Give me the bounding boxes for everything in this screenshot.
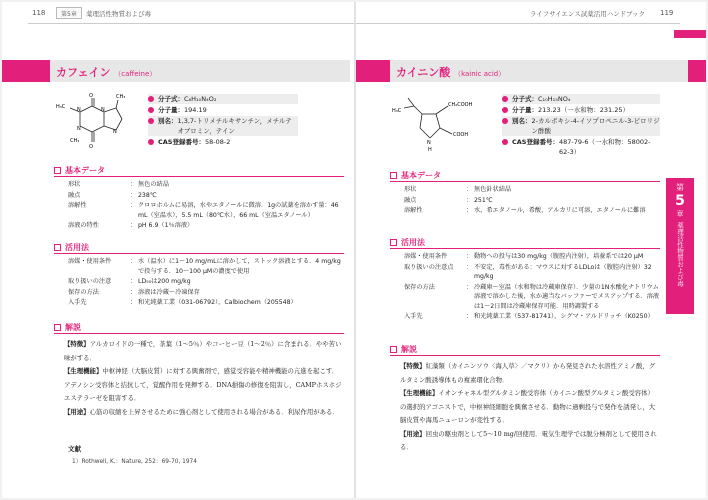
data-row: 取り扱いの注意点 ： 不安定，毒性がある：マウスに対するLDLoは（腹腔内注射）32 mg/kg [404,263,660,282]
struct-label: O [89,93,93,99]
header-rule [28,23,354,24]
struct-label: COOH [453,132,469,138]
checkbox-icon [390,172,397,179]
book-spread [2,2,706,498]
section-title: 解説 [65,323,81,332]
row-value: 無色針状結晶 [474,186,512,193]
property-row [148,94,298,104]
para-text: 紅藻類（カイニンソウ〈海人草〉／マクリ）から発見された水溶性アミノ酸，グルタミン酸誘導体もの複素環化合物． [400,362,656,384]
side-tab-number: 5 [675,193,685,209]
compound-properties [148,94,298,148]
row-value: 冷蔵庫〜室温（水和物は冷蔵庫保存）．少量の1N水酸化ナトリウム溶液で溶かした後，水か適当なバッファーでメスアップする．溶液は1〜2日間は冷蔵庫保存可能．用時調製する [474,283,660,310]
bullet-icon [148,139,154,145]
para-tag: 【特徴】 [400,362,426,370]
para-tag: 【生理機能】 [400,389,439,397]
row-value: 無色の結晶 [138,181,169,188]
row-label: 形状 [404,186,417,193]
checkbox-icon [390,346,397,353]
struct-label: N [101,107,105,113]
checkbox-icon [54,167,61,174]
property-row [148,137,298,147]
section-heading-explanation [54,322,81,333]
side-tab-text: 第 [676,183,684,192]
property-row [502,116,660,136]
bullet-icon [148,96,154,102]
data-row: 溶媒・使用条件 ： 水（温水）に1〜10 mg/mLに溶かして，ストック溶液とする．4 mg/kgで投与する．10〜100 μMの濃度で使用 [68,257,344,276]
compound-name-en: （kainic acid） [454,70,506,78]
row-value: 不安定，毒性がある：マウスに対するLDLoは（腹腔内注射）32 mg/kg [474,263,652,280]
paragraph [400,387,660,428]
para-text: イオンチャネル型グルタミン酸受容体（カイニン酸型グルタミン酸受容体）の選択的アゴニストで，中枢神経細胞を興奮させる．動物に過剰投与で発作を誘発し，大脳皮質や海馬ニューロンが変性する． [400,389,656,424]
section-title: 活用法 [65,243,89,252]
references-heading: 文献 [68,445,81,453]
section-title: 活用法 [401,238,425,247]
data-row: 形状 ： 無色の結晶 [68,180,344,190]
para-tag: 【特徴】 [64,340,90,348]
row-label: 溶解性 [68,202,87,209]
row-value: LD₅₀は200 mg/kg [138,278,191,285]
bullet-icon [502,139,508,145]
title-accent-tab [2,60,50,82]
kainic-acid-structure [392,94,492,158]
row-value: 溶液は冷蔵〜冷凍保存 [138,288,200,296]
para-tag: 【用途】 [64,407,90,416]
header-rule [356,23,680,24]
property-key: CAS登録番号： [158,138,205,146]
chapter-title: 薬理活性物質および毒 [86,10,151,18]
struct-label: CH₃ [70,138,80,144]
struct-label: H₃C [392,108,402,114]
row-label: 融点 [404,196,417,204]
struct-label: H [428,147,432,153]
section-rule [54,253,344,254]
para-text: 回虫の駆虫剤として5〜10 mg/回使用．電気生理学では脱分極剤として使用される． [400,429,657,451]
bullet-icon [502,107,508,113]
checkbox-icon [54,244,61,251]
book-title: ライフサイエンス試薬活用ハンドブック [530,10,646,18]
right-header [356,2,706,24]
data-row: 溶解性 ： 水，希エタノール，希酸，アルカリに可溶，エタノールに難溶 [404,206,660,216]
page-number: 118 [32,9,46,17]
row-label: 保存の方法 [404,283,435,291]
section-rule [54,333,344,334]
struct-label: CH₃ [116,94,126,100]
row-value: 水（温水）に1〜10 mg/mLに溶かして，ストック溶液とする．4 mg/kgで投与する．10〜100 μMの濃度で使用 [138,258,341,275]
section-heading-explanation [390,344,417,355]
struct-label: O [89,144,93,150]
section-title: 基本データ [401,171,441,180]
usage-table [68,257,344,309]
section-rule [390,181,660,182]
row-label: 入手先 [68,299,87,306]
property-value: 58-08-2 [204,138,231,146]
corner-accent [674,30,706,38]
compound-name: カフェイン [56,66,111,79]
data-row: 溶媒・使用条件 ： 動物への投与は30 mg/kg（腹腔内注射），培養系では20 μM [404,252,660,262]
row-value: pH 6.9（1％溶液） [138,222,194,229]
property-key: 別名： [512,117,532,125]
section-rule [390,248,660,249]
compound-title-bar [50,60,350,82]
usage-table [404,252,660,323]
row-value: 和光純薬工業（537-81741），シグマ・アルドリッチ（K0250） [474,313,654,320]
checkbox-icon [54,324,61,331]
row-label: 融点 [68,191,81,199]
basic-data-table [404,185,660,217]
data-row: 溶液の特性 ： pH 6.9（1％溶液） [68,221,344,231]
row-value: 水，希エタノール，希酸，アルカリに可溶，エタノールに難溶 [474,207,646,214]
compound-name: カイニン酸 [396,66,451,79]
right-page [356,2,706,498]
para-text: アルカロイドの一種で，茶葉（1〜5％）やコーヒー豆（1〜2％）に含まれる．やや苦い味がする． [64,340,342,362]
left-header [2,2,354,24]
property-row [502,105,660,115]
property-value: 1,3,7-トリメチルキサンチン，メチルテオブロミン，テイン [177,117,292,135]
struct-label: N [77,126,81,132]
row-label: 取り扱いの注意 [68,278,112,285]
paragraph [400,360,660,387]
data-row: 入手先 ： 和光純薬工業（031-06792），Calbiochem（205548） [68,298,344,308]
data-row: 入手先 ： 和光純薬工業（537-81741），シグマ・アルドリッチ（K0250） [404,312,660,322]
data-row: 保存の方法 ： 冷蔵庫〜室温（水和物は冷蔵庫保存）．少量の1N水酸化ナトリウム溶液で溶かした後，水か適当なバッファーでメスアップする．溶液は1〜2日間は冷蔵庫保存可能．用時調製する [404,283,660,310]
reference-item: 1）Rothwell, K.：Nature, 252：69-70, 1974 [72,459,197,465]
compound-properties [502,94,660,158]
compound-title [396,64,505,80]
property-row [502,137,660,157]
left-page [2,2,354,498]
para-tag: 【用途】 [400,429,426,438]
paragraph [64,365,344,406]
data-row: 形状 ： 無色針状結晶 [404,185,660,195]
row-value: 238℃ [138,191,157,199]
compound-name-en: （caffeine） [114,70,157,78]
row-value: 動物への投与は30 mg/kg（腹腔内注射），培養系では20 μM [474,253,644,260]
property-value: 213.23（一水和物：231.25） [538,106,629,114]
row-label: 溶液の特性 [68,222,99,229]
paragraph [400,428,660,455]
paragraph [64,338,344,365]
row-label: 溶媒・使用条件 [68,258,112,265]
property-value: C₈H₁₀N₄O₂ [184,95,217,103]
side-tab-text: 章 [676,210,684,218]
bullet-icon [502,118,508,124]
property-value: 2-カルボキシ-4-イソプロペニル-3-ピロリジン酢酸 [531,117,660,135]
title-accent-tab [356,60,390,82]
data-row: 融点 ： 251℃ [404,196,660,206]
section-heading-basic [390,170,441,181]
section-rule [390,355,660,356]
bullet-icon [148,107,154,113]
data-row: 融点 ： 238℃ [68,191,344,201]
para-tag: 【生理機能】 [64,367,103,375]
section-title: 基本データ [65,166,105,175]
property-value: C₁₀H₁₅NO₄ [538,95,571,103]
section-heading-usage [54,242,89,253]
property-key: 分子量： [158,106,184,114]
property-value: 487-79-6（一水和物：58002-62-3） [558,138,651,156]
compound-title [56,64,156,80]
compound-title-bar [390,60,688,82]
section-heading-usage [390,237,425,248]
property-value: 194.19 [184,106,207,114]
property-key: 別名： [158,117,178,125]
row-label: 取り扱いの注意点 [404,263,454,271]
data-row: 保存の方法 ： 溶液は冷蔵〜冷凍保存 [68,288,344,298]
row-label: 溶媒・使用条件 [404,253,448,260]
bullet-icon [148,118,154,124]
struct-label: CH₂COOH [448,102,473,108]
para-text: 中枢神経（大脳皮質）に対する興奮剤で，感覚受容能や精神機能の亢進を起こす．アデノシン受容体と拮抗して，覚醒作用を発揮する．DNA損傷の修復を阻害し，CAMPホスホジエステラーゼを阻害する． [64,367,342,402]
section-heading-basic [54,165,105,176]
struct-label: N [113,129,117,135]
struct-label: H₃C [56,104,66,110]
paragraph [64,406,344,420]
explanation-text [400,360,660,455]
property-key: CAS登録番号： [512,138,559,146]
page-number: 119 [660,9,674,17]
property-row [502,94,660,104]
checkbox-icon [390,239,397,246]
para-text: 心筋の収縮を上昇させるために強心剤として使用される場合がある．利尿作用がある． [89,407,339,416]
data-row: 取り扱いの注意 ： LD₅₀は200 mg/kg [68,277,344,287]
section-rule [54,176,344,177]
data-row: 溶解性 ： クロロホルムに易溶，水やエタノールに微溶．1gの試薬を溶かす量：46 mL（室温水），5.5 mL（80℃水），66 mL（室温エタノール） [68,201,344,220]
row-label: 溶解性 [404,207,423,214]
row-value: 和光純薬工業（031-06792），Calbiochem（205548） [138,299,297,306]
row-value: 251℃ [474,196,493,204]
property-key: 分子式： [512,95,538,103]
row-label: 入手先 [404,313,423,320]
caffeine-structure [56,90,140,160]
row-label: 形状 [68,181,81,188]
chapter-label: 第5章 [56,7,82,19]
struct-label: N [427,140,431,146]
explanation-text [64,338,344,419]
section-title: 解説 [401,345,417,354]
bullet-icon [502,96,508,102]
struct-label: N [77,107,81,113]
property-row [148,116,298,136]
row-label: 保存の方法 [68,288,99,296]
property-row [148,105,298,115]
row-value: クロロホルムに易溶，水やエタノールに微溶．1gの試薬を溶かす量：46 mL（室温水），5.5 mL（80℃水），66 mL（室温エタノール） [138,202,339,219]
property-key: 分子式： [158,95,184,103]
basic-data-table [68,180,344,232]
side-tab-vertical-title: 薬理活性物質および毒 [676,222,684,287]
chapter-side-tab [666,178,694,314]
property-key: 分子量： [512,106,538,114]
title-accent-tab [688,60,706,82]
